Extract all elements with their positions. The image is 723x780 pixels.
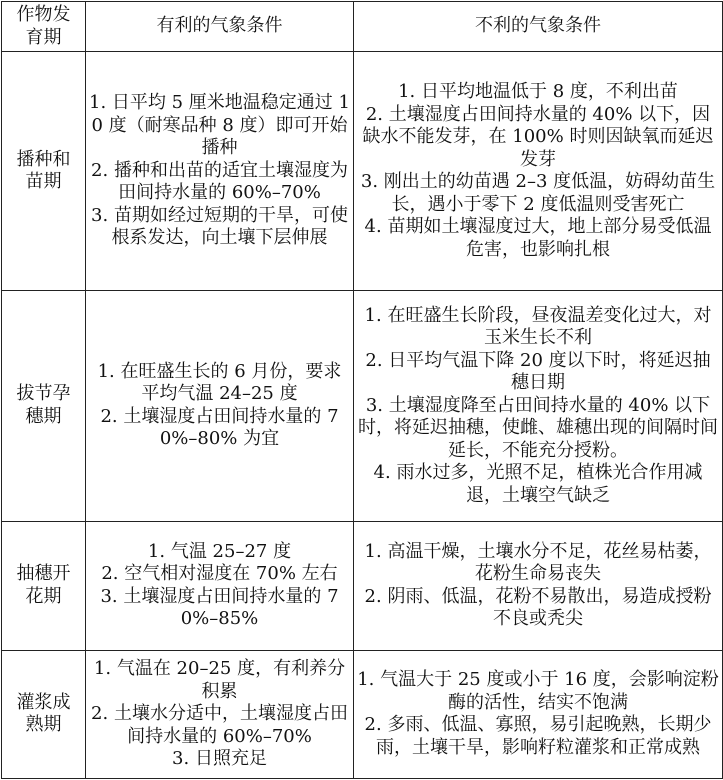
favorable-cell (86, 291, 354, 521)
unfavorable-item: 2. 土壤湿度占田间持水量的 40% 以下，因缺水不能发芽，在 100% 时则因缺氧而延迟发芽 (362, 103, 714, 170)
favorable-cell (86, 650, 354, 778)
stage-cell: 拔节孕穗期 (2, 291, 86, 521)
stage-cell: 灌浆成熟期 (2, 650, 86, 778)
crop-weather-table (1, 1, 723, 779)
unfavorable-item: 2. 多雨、低温、寡照，易引起晚熟，长期少雨，土壤干旱，影响籽粒灌浆和正常成熟 (364, 714, 712, 758)
table-row (2, 291, 723, 521)
unfavorable-cell (354, 650, 723, 778)
favorable-cell (86, 521, 354, 650)
header-unfavorable: 不利的气象条件 (354, 2, 723, 52)
favorable-item: 1. 气温 25–27 度 (147, 540, 292, 562)
favorable-item: 3. 苗期如经过短期的干旱，可使根系发达，向土壤下层伸展 (91, 204, 348, 249)
unfavorable-cell (354, 521, 723, 650)
header-row (2, 2, 723, 52)
unfavorable-item: 2. 日平均气温下降 20 度以下时，将延迟抽穗日期 (365, 349, 711, 394)
header-stage: 作物发育期 (2, 2, 86, 52)
favorable-item: 2. 播种和出苗的适宜土壤湿度为田间持水量的 60%–70% (91, 159, 348, 204)
unfavorable-cell (354, 52, 723, 291)
favorable-item: 3. 日照充足 (172, 748, 267, 770)
unfavorable-item: 1. 日平均地温低于 8 度，不利出苗 (398, 81, 678, 103)
unfavorable-item: 3. 土壤湿度降至占田间持水量的 40% 以下时，将延迟抽穗，使雌、雄穗出现的间隔时间延长，不能充分授粉。 (358, 394, 718, 461)
unfavorable-item: 2. 阴雨、低温，花粉不易散出，易造成授粉不良或秃尖 (364, 585, 712, 630)
unfavorable-item: 3. 刚出土的幼苗遇 2–3 度低温，妨碍幼苗生长，遇小于零下 2 度低温则受害死亡 (360, 171, 716, 215)
unfavorable-item: 1. 气温大于 25 度或小于 16 度，会影响淀粉酶的活性，结实不饱满 (357, 669, 719, 713)
table-row (2, 650, 723, 778)
unfavorable-item: 4. 苗期如土壤湿度过大，地上部分易受低温危害，也影响扎根 (364, 216, 712, 260)
unfavorable-cell (354, 291, 723, 521)
favorable-item: 2. 空气相对湿度在 70% 左右 (101, 563, 338, 585)
favorable-item: 3. 土壤湿度占田间持水量的 70%–85% (100, 585, 339, 630)
stage-cell: 抽穗开花期 (2, 521, 86, 650)
favorable-item: 2. 土壤水分适中，土壤湿度占田间持水量的 60%–70% (91, 703, 348, 747)
table-row (2, 52, 723, 291)
favorable-item: 2. 土壤湿度占田间持水量的 70%–80% 为宜 (100, 405, 339, 450)
header-favorable: 有利的气象条件 (86, 2, 354, 52)
unfavorable-item: 1. 在旺盛生长阶段，昼夜温差变化过大，对玉米生长不利 (364, 304, 712, 349)
favorable-item: 1. 在旺盛生长的 6 月份，要求平均气温 24–25 度 (97, 360, 342, 405)
favorable-cell (86, 52, 354, 291)
stage-cell: 播种和苗期 (2, 52, 86, 291)
unfavorable-item: 4. 雨水过多，光照不足，植株光合作用减退，土壤空气缺乏 (373, 462, 703, 506)
unfavorable-item: 1. 高温干燥，土壤水分不足，花丝易枯萎，花粉生命易丧失 (364, 540, 712, 585)
table-row (2, 521, 723, 650)
favorable-item: 1. 气温在 20–25 度，有利养分积累 (93, 658, 346, 702)
favorable-item: 1. 日平均 5 厘米地温稳定通过 10 度（耐寒品种 8 度）即可开始播种 (89, 92, 350, 159)
